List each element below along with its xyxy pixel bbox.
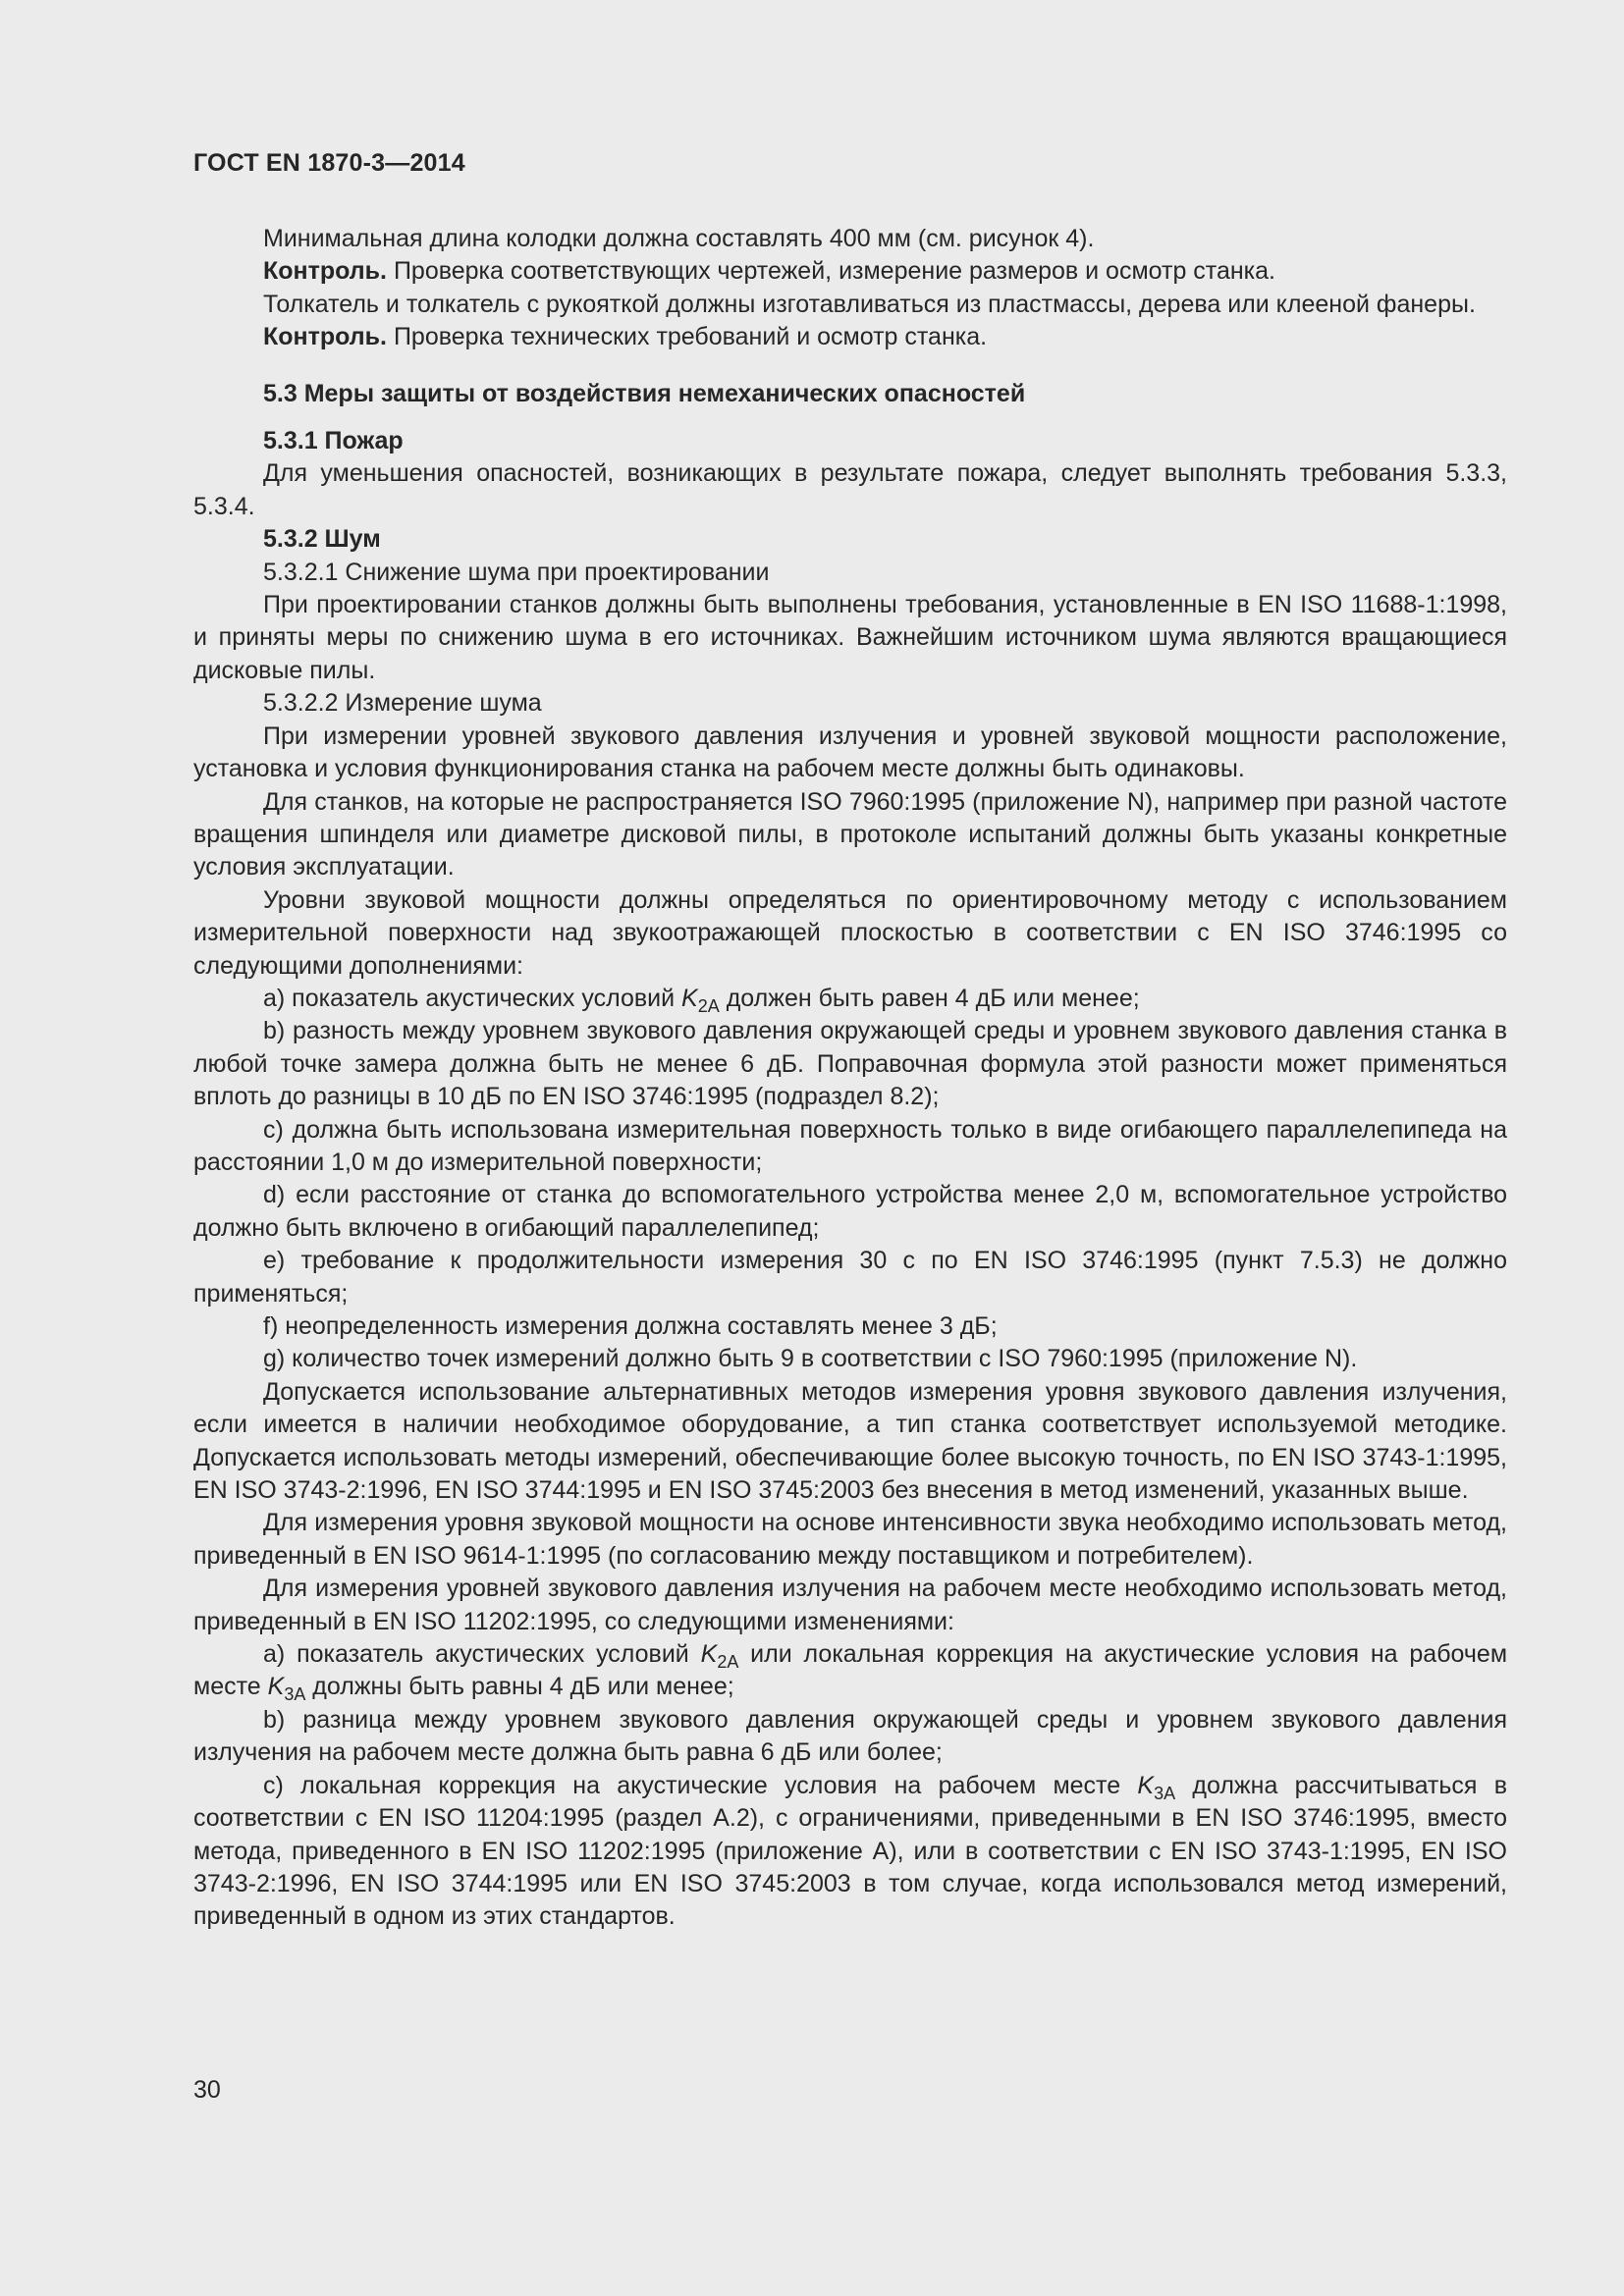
symbol-subscript: 3A	[1154, 1783, 1176, 1803]
clause-heading: 5.3.2.2 Измерение шума	[263, 689, 542, 718]
symbol-k: K	[1137, 1771, 1155, 1799]
paragraph-text: Проверка технических требований и осмотр станка.	[387, 323, 988, 351]
paragraph	[193, 321, 1507, 353]
list-text: или локальная коррекция на акустические условия на рабочем месте	[193, 1640, 1508, 1701]
symbol-k: K	[700, 1640, 718, 1669]
paragraph	[193, 255, 1507, 288]
list-item	[193, 1638, 1507, 1704]
list-item: f) неопределенность измерения должна составлять менее 3 дБ;	[263, 1312, 998, 1340]
list-text: должна рассчитываться в соответствии с EN ISO 11204:1995 (раздел А.2), с ограничениями, приведенными в EN ISO 3746:1995, вместо метода, приведенного в EN ISO 11202:1995 (приложение А), или в соответствии с EN ISO 3743-1:1995, EN ISO 3743-2:1996, EN ISO 3744:1995 или EN ISO 3745:2003 в том случае, когда использовался метод измерений, приведенный в одном из этих стандартов.	[193, 1771, 1507, 1931]
list-item	[193, 1770, 1507, 1934]
paragraph: Для станков, на которые не распространяется ISO 7960:1995 (приложение N), например при разной частоте вращения шпинделя или диаметре дисковой пилы, в протоколе испытаний должны быть указаны конкретные условия эксплуатации.	[193, 787, 1507, 881]
paragraph-text: Проверка соответствующих чертежей, измерение размеров и осмотр станка.	[387, 257, 1276, 286]
list-item: e) требование к продолжительности измерения 30 с по EN ISO 3746:1995 (пункт 7.5.3) не должно применяться;	[193, 1247, 1507, 1308]
paragraph: Для уменьшения опасностей, возникающих в результате пожара, следует выполнять требования 5.3.3, 5.3.4.	[193, 459, 1507, 520]
control-label: Контроль.	[263, 323, 387, 351]
paragraph: Минимальная длина колодки должна составлять 400 мм (см. рисунок 4).	[263, 225, 1095, 252]
symbol-subscript: 2A	[697, 995, 720, 1016]
subsection-heading: 5.3.1 Пожар	[263, 427, 404, 455]
subsection-heading: 5.3.2 Шум	[263, 525, 381, 554]
section-heading: 5.3 Меры защиты от воздействия немеханических опасностей	[263, 379, 1026, 407]
paragraph: Для измерения уровня звуковой мощности на основе интенсивности звука необходимо использовать метод, приведенный в EN ISO 9614-1:1995 (по согласованию между поставщиком и потребителем).	[193, 1509, 1507, 1570]
control-label: Контроль.	[263, 257, 387, 286]
document-header: ГОСТ EN 1870-3—2014	[193, 149, 465, 177]
paragraph: Толкатель и толкатель с рукояткой должны изготавливаться из пластмассы, дерева или клееной фанеры.	[263, 290, 1476, 318]
symbol-subscript: 3A	[284, 1684, 306, 1705]
list-item: c) должна быть использована измерительная поверхность только в виде огибающего параллелепипеда на расстоянии 1,0 м до измерительной поверхности;	[193, 1115, 1507, 1176]
symbol-k: K	[681, 984, 698, 1012]
list-item: b) разность между уровнем звукового давления окружающей среды и уровнем звукового давления станка в любой точке замера должна быть не менее 6 дБ. Поправочная формула этой разности может применяться вплоть до разницы в 10 дБ по EN ISO 3746:1995 (подраздел 8.2);	[193, 1017, 1507, 1111]
list-text: должен быть равен 4 дБ или менее;	[719, 984, 1140, 1012]
paragraph: Уровни звуковой мощности должны определяться по ориентировочному методу с использованием измерительной поверхности над звукоотражающей плоскостью в соответствии с EN ISO 3746:1995 со следующими дополнениями:	[193, 885, 1507, 980]
list-item: g) количество точек измерений должно быть 9 в соответствии с ISO 7960:1995 (приложение N).	[263, 1345, 1358, 1373]
list-item: d) если расстояние от станка до вспомогательного устройства менее 2,0 м, вспомогательное устройство должно быть включено в огибающий параллелепипед;	[193, 1181, 1507, 1242]
list-text: a) показатель акустических условий	[263, 984, 682, 1012]
clause-heading: 5.3.2.1 Снижение шума при проектировании	[263, 558, 770, 586]
paragraph: При измерении уровней звукового давления излучения и уровней звуковой мощности расположение, установка и условия функционирования станка на рабочем месте должны быть одинаковы.	[193, 721, 1507, 783]
paragraph: Для измерения уровней звукового давления излучения на рабочем месте необходимо использовать метод, приведенный в EN ISO 11202:1995, со следующими изменениями:	[193, 1575, 1507, 1635]
list-text: c) локальная коррекция на акустические условия на рабочем месте	[263, 1771, 1138, 1799]
paragraph: Допускается использование альтернативных методов измерения уровня звукового давления излучения, если имеется в наличии необходимое оборудование, а тип станка соответствует используемой методике. Допускается использовать методы измерений, обеспечивающие более высокую точность, по EN ISO 3743-1:1995, EN ISO 3743-2:1996, EN ISO 3744:1995 и EN ISO 3745:2003 без внесения в метод изменений, указанных выше.	[193, 1377, 1507, 1505]
page-number: 30	[193, 2076, 221, 2104]
list-text: a) показатель акустических условий	[263, 1640, 701, 1669]
list-item: b) разница между уровнем звукового давления окружающей среды и уровнем звукового давления излучения на рабочем месте должна быть равна 6 дБ или более;	[193, 1705, 1507, 1767]
symbol-k: K	[267, 1673, 285, 1701]
symbol-subscript: 2A	[717, 1652, 739, 1673]
list-text: должны быть равны 4 дБ или менее;	[305, 1673, 734, 1701]
list-item	[193, 983, 1507, 1015]
paragraph: При проектировании станков должны быть выполнены требования, установленные в EN ISO 11688-1:1998, и приняты меры по снижению шума в его источниках. Важнейшим источником шума являются вращающиеся дисковые пилы.	[193, 591, 1507, 684]
page-content	[193, 223, 1507, 1934]
